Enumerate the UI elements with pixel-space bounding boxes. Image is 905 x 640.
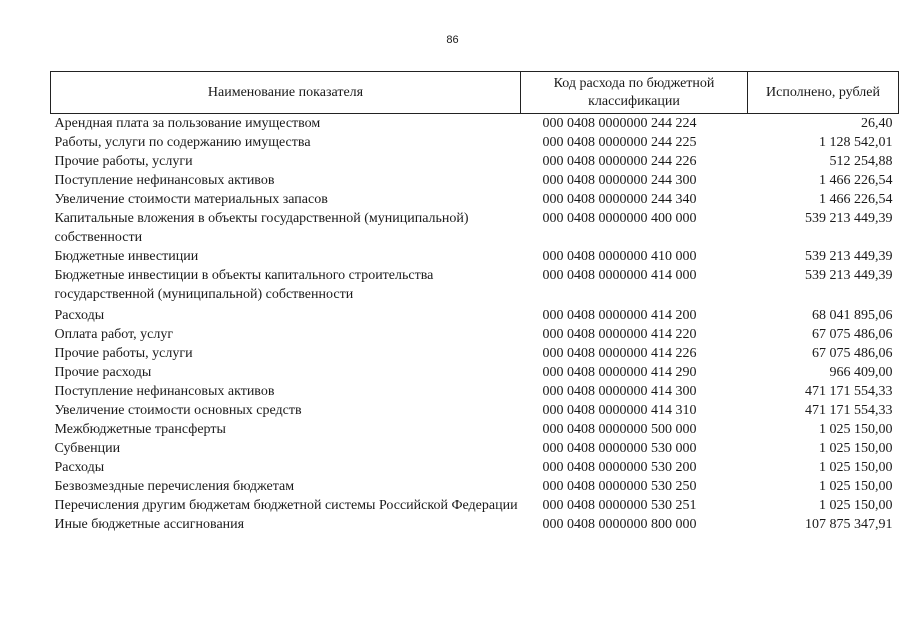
row-amount: 67 075 486,06 [812,346,893,361]
row-amount: 512 254,88 [829,154,893,169]
row-amount: 539 213 449,39 [805,268,893,283]
row-amount: 966 409,00 [829,365,893,380]
table-row [51,133,899,152]
row-name: Расходы [54,308,105,323]
table-row [51,152,899,171]
row-amount: 1 025 150,00 [819,479,893,494]
row-amount: 1 025 150,00 [819,422,893,437]
row-name: Перечисления другим бюджетам бюджетной системы Российской Федерации [54,498,518,513]
row-amount: 1 025 150,00 [819,441,893,456]
column-header-name: Наименование показателя [51,72,521,114]
row-name: Арендная плата за пользование имуществом [54,116,321,131]
row-code: 000 0408 0000000 414 000 [542,268,697,283]
row-amount: 26,40 [861,116,893,131]
row-name: Иные бюджетные ассигнования [54,517,245,532]
row-amount: 67 075 486,06 [812,327,893,342]
row-code: 000 0408 0000000 530 251 [542,498,697,513]
row-name: Прочие работы, услуги [54,346,193,361]
row-name: Работы, услуги по содержанию имущества [54,135,311,150]
row-code: 000 0408 0000000 800 000 [542,517,697,532]
row-amount: 1 025 150,00 [819,498,893,513]
table-row [51,190,899,209]
row-code: 000 0408 0000000 414 300 [542,384,697,399]
table-row [51,477,899,496]
table-row [51,439,899,458]
row-amount: 68 041 895,06 [812,308,893,323]
table-row [51,401,899,420]
row-name: Прочие расходы [54,365,152,380]
budget-expenditure-table [50,71,899,534]
row-name: Расходы [54,460,105,475]
row-name: Оплата работ, услуг [54,327,174,342]
row-code: 000 0408 0000000 244 340 [542,192,697,207]
row-code: 000 0408 0000000 414 220 [542,327,697,342]
row-amount: 539 213 449,39 [805,211,893,226]
table-row [51,114,899,134]
table-row [51,458,899,477]
row-amount: 107 875 347,91 [805,517,893,532]
table-row [51,247,899,266]
row-name: Бюджетные инвестиции [54,249,199,264]
row-name: Увеличение стоимости материальных запасов [54,192,328,207]
table-row [51,171,899,190]
row-code: 000 0408 0000000 414 310 [542,403,697,418]
row-name: Субвенции [54,441,121,456]
row-name: Увеличение стоимости основных средств [54,403,302,418]
row-code: 000 0408 0000000 414 290 [542,365,697,380]
row-code: 000 0408 0000000 244 226 [542,154,697,169]
row-code: 000 0408 0000000 414 200 [542,308,697,323]
row-code: 000 0408 0000000 410 000 [542,249,697,264]
table-row [51,266,899,304]
table-row [51,304,899,325]
row-code: 000 0408 0000000 530 000 [542,441,697,456]
row-code: 000 0408 0000000 530 250 [542,479,697,494]
row-name: Бюджетные инвестиции в объекты капитального строительства государственной (муниципальной) собственности [54,268,434,302]
row-code: 000 0408 0000000 500 000 [542,422,697,437]
column-header-amount: Исполнено, рублей [748,72,899,114]
row-amount: 1 466 226,54 [819,173,893,188]
table-row [51,209,899,247]
table-header-row [51,72,899,114]
table-row [51,420,899,439]
row-name: Поступление нефинансовых активов [54,173,275,188]
table-row [51,325,899,344]
row-name: Поступление нефинансовых активов [54,384,275,399]
page-number: 86 [446,34,459,46]
table-row [51,363,899,382]
row-amount: 471 171 554,33 [805,403,893,418]
table-row [51,515,899,534]
row-code: 000 0408 0000000 244 300 [542,173,697,188]
column-header-code: Код расхода по бюджетной классификации [521,72,748,114]
row-code: 000 0408 0000000 244 224 [542,116,697,131]
row-amount: 539 213 449,39 [805,249,893,264]
row-name: Безвозмездные перечисления бюджетам [54,479,295,494]
row-amount: 471 171 554,33 [805,384,893,399]
row-code: 000 0408 0000000 400 000 [542,211,697,226]
row-code: 000 0408 0000000 414 226 [542,346,697,361]
table-row [51,344,899,363]
row-amount: 1 128 542,01 [819,135,893,150]
row-amount: 1 025 150,00 [819,460,893,475]
row-code: 000 0408 0000000 244 225 [542,135,697,150]
table-row [51,382,899,401]
row-name: Капитальные вложения в объекты государственной (муниципальной) собственности [54,211,469,245]
table-row [51,496,899,515]
row-name: Прочие работы, услуги [54,154,193,169]
row-amount: 1 466 226,54 [819,192,893,207]
row-name: Межбюджетные трансферты [54,422,226,437]
row-code: 000 0408 0000000 530 200 [542,460,697,475]
